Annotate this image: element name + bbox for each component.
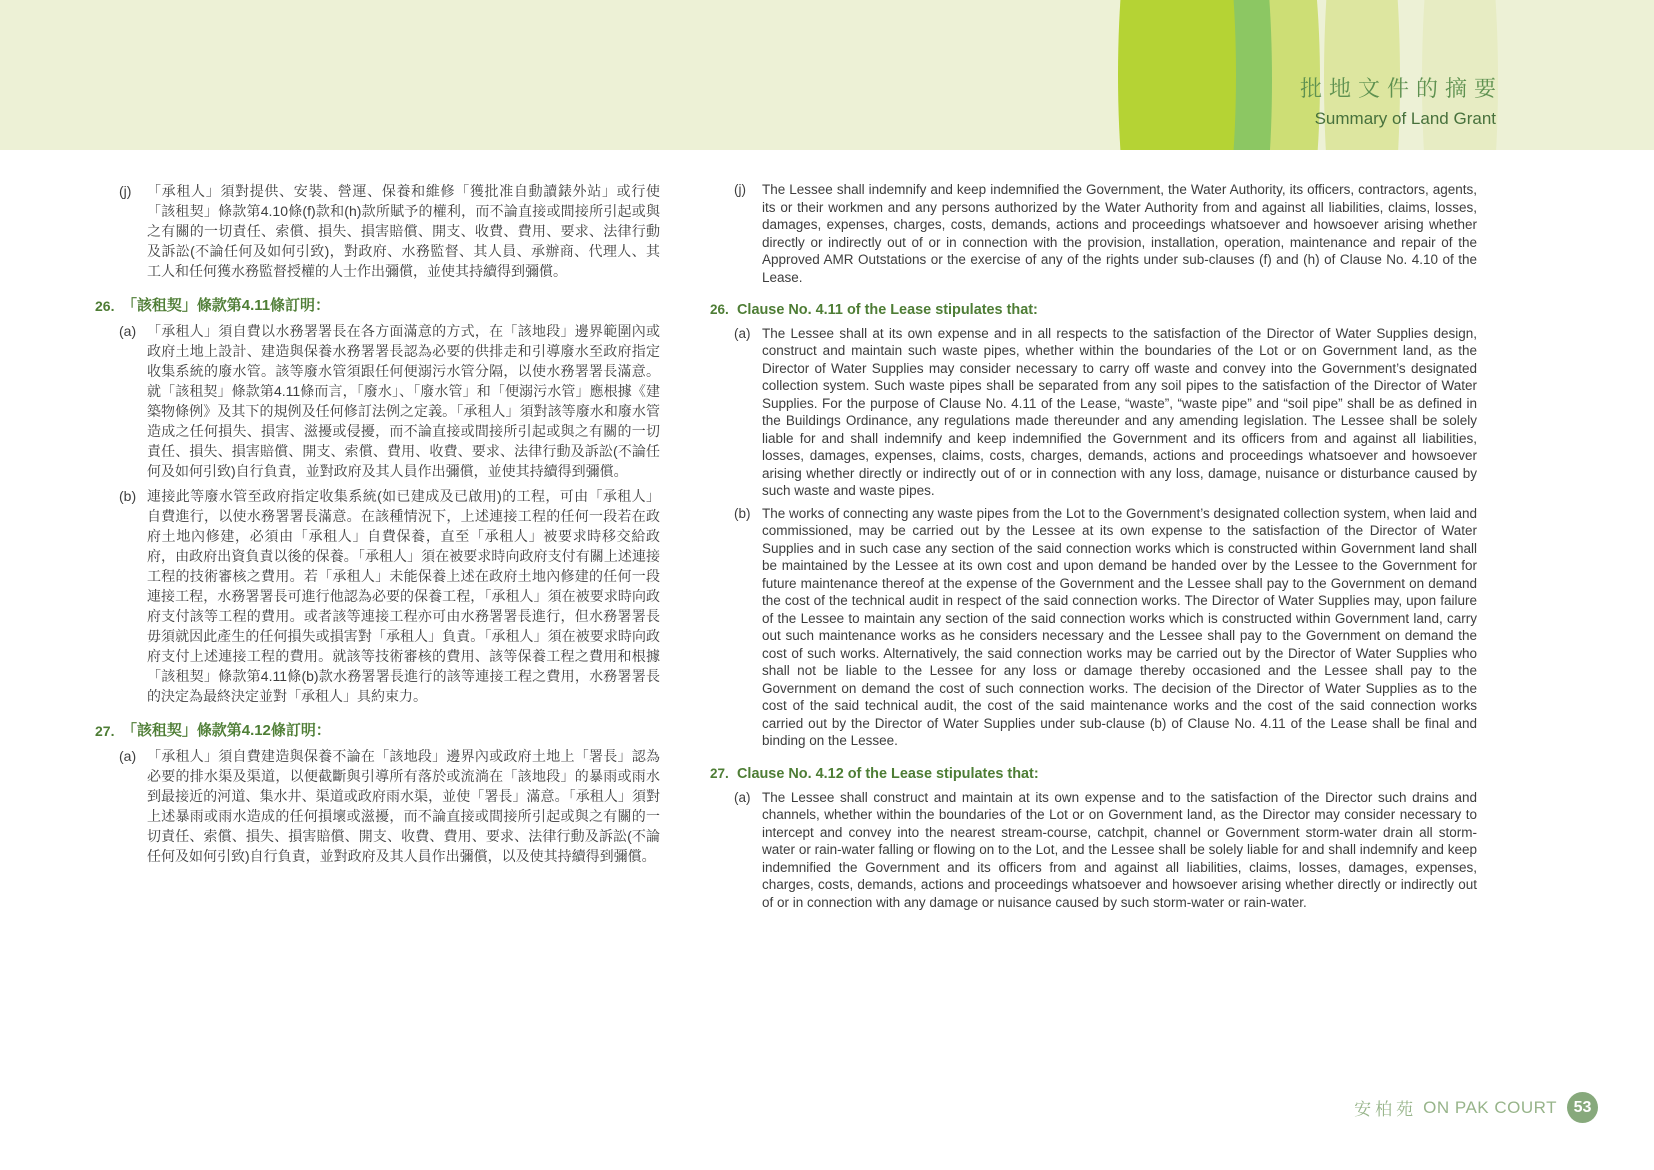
section-26-en — [710, 301, 1477, 750]
section-27-zh — [95, 721, 660, 866]
item-label: (a) — [734, 325, 751, 341]
english-column — [710, 181, 1477, 911]
item-text: The Lessee shall at its own expense and in all respects to the satisfaction of the Director of Water Supplies design, construct and maintain such waste pipes, whether within the boundaries of the Lot or on Government land, as the Director of Water Supplies may consider necessary to carry off waste and convey into the Government’s designated collection system. Such waste pipes shall be separated from any soil pipes to the satisfaction of the Director of Water Supplies. For the purpose of Clause No. 4.11 of the Lease, “waste”, “waste pipe” and “soil pipe” shall be as defined in the Buildings Ordinance, any regulations made thereunder and any amending legislation. The Lessee shall be solely liable for and shall indemnify and keep indemnified the Government and its officers from and against all liabilities, losses, damages, expenses, claims, costs, charges, demands, actions and proceedings whatsoever and howsoever arising whether directly or indirectly out of or in connection with any loss, damage, nuisance or disturbance caused by such waste and waste pipes. — [762, 325, 1477, 499]
item-label: (b) — [734, 505, 751, 521]
section-27-en — [710, 765, 1477, 911]
clause-item-a-en — [710, 789, 1477, 912]
page-title-english: Summary of Land Grant — [1314, 109, 1496, 128]
section-title: 「該租契」條款第4.11條訂明： — [122, 297, 330, 314]
item-text: 「承租人」須對提供、安裝、營運、保養和維修「獲批准自動讀錶外站」或行使「該租契」條款第4.10條(f)款和(h)款所賦予的權利，而不論直接或間接所引起或與之有關的一切責任、索償、損失、損害賠償、開支、收費、費用、要求、法律行動及訴訟(不論任何及如何引致)，對政府、水務監督、其人員、承辦商、代理人、其工人和任何獲水務監督授權的人士作出彌償，並使其持續得到彌償。 — [147, 183, 660, 279]
section-number: 26. — [95, 298, 115, 314]
item-text: 「承租人」須自費以水務署署長在各方面滿意的方式，在「該地段」邊界範圍內或政府土地上設計、建造與保養水務署署長認為必要的供排走和引導廢水至政府指定收集系統的廢水管。該等廢水管須跟任何便溺污水管分隔，以使水務署署長滿意。就「該租契」條款第4.11條而言，「廢水」、「廢水管」和「便溺污水管」應根據《建築物條例》及其下的規例及任何修訂法例之定義。「承租人」須對該等廢水和廢水管造成之任何損失、損害、滋擾或侵擾，而不論直接或間接所引起或與之有關的一切責任、損失、損害賠償、開支、索償、費用、收費、要求、法律行動及訴訟(不論任何及如何引致)自行負責，並對政府及其人員作出彌償，並使其持續得到彌償。 — [147, 323, 660, 479]
item-text: 「承租人」須自費建造與保養不論在「該地段」邊界內或政府土地上「署長」認為必要的排水渠及渠道，以便截斷與引導所有落於或流淌在「該地段」的暴雨或雨水到最接近的河道、集水井、渠道或政府雨水渠，並使「署長」滿意。「承租人」須對上述暴雨或雨水造成的任何損壞或滋擾，而不論直接或間接所引起或與之有關的一切責任、索償、損失、損害賠償、開支、收費、費用、要求、法律行動及訴訟(不論任何及如何引致)自行負責，並對政府及其人員作出彌償，以及使其持續得到彌償。 — [147, 748, 660, 864]
item-label: (b) — [119, 488, 137, 504]
section-number: 27. — [710, 765, 729, 781]
page-number-badge: 53 — [1567, 1092, 1598, 1123]
section-number: 27. — [95, 723, 115, 739]
page-footer — [1354, 1092, 1598, 1123]
item-label: (a) — [734, 789, 751, 805]
item-text: The Lessee shall construct and maintain at its own expense and to the satisfaction of the Director such drains and channels, whether within the boundaries of the Lot or on Government land, as the Director may consider necessary to intercept and convey into the nearest stream-course, catchpit, channel or Government storm-water drain all storm-water or rain-water falling or flowing on to the Lot, and the Lessee shall be solely liable for and shall indemnify and keep indemnified the Government and its officers from and against all liabilities, claims, losses, damages, expenses, charges, costs, demands, actions and proceedings whatsoever and howsoever arising whether directly or indirectly out of or in connection with any damage or nuisance caused by such storm-water or rain-water. — [762, 789, 1477, 910]
clause-item-j-zh — [95, 181, 660, 281]
chinese-column — [95, 181, 660, 866]
clause-item-a-en — [710, 325, 1477, 500]
page-title — [1299, 72, 1503, 129]
section-26-zh — [95, 296, 660, 706]
section-heading — [710, 301, 1477, 320]
item-text: 連接此等廢水管至政府指定收集系統(如已建成及已啟用)的工程，可由「承租人」自費進行，以使水務署署長滿意。在該種情況下，上述連接工程的任何一段若在政府土地內修建，必須由「承租人」自費保養，直至「承租人」被要求時移交給政府，由政府出資負責以後的保養。「承租人」須在被要求時向政府支付有關上述連接工程的技術審核之費用。若「承租人」未能保養上述在政府土地內修建的任何一段連接工程，水務署署長可進行他認為必要的保養工程，「承租人」須在被要求時向政府支付該等工程的費用。或者該等連接工程亦可由水務署署長進行，但水務署署長毋須就因此產生的任何損失或損害對「承租人」負責。「承租人」須在被要求時向政府支付上述連接工程的費用。就該等技術審核的費用、該等保養工程之費用和根據「該租契」條款第4.11條(b)款水務署署長進行的該等連接工程之費用，水務署署長的決定為最終決定並對「承租人」具約束力。 — [147, 488, 660, 704]
section-heading — [710, 765, 1477, 784]
section-heading — [95, 721, 660, 741]
page-title-chinese: 批地文件的摘要 — [1299, 76, 1503, 101]
estate-name-english: ON PAK COURT — [1423, 1097, 1557, 1117]
clause-item-b-en — [710, 505, 1477, 750]
clause-item-a-zh — [95, 321, 660, 481]
page-banner — [0, 0, 1654, 150]
clause-item-a-zh — [95, 746, 660, 866]
item-label: (a) — [119, 748, 137, 764]
section-title: Clause No. 4.11 of the Lease stipulates that: — [737, 302, 1038, 318]
item-label: (a) — [119, 323, 137, 339]
item-text: The Lessee shall indemnify and keep indemnified the Government, the Water Authority, its officers, contractors, agents, its or their workmen and any persons authorized by the Water Authority from and against all liabilities, claims, losses, damages, expenses, charges, costs, demands, actions and proceedings whatsoever and howsoever arising whether directly or indirectly out of or in connection with the provision, installation, operation, maintenance and repair of the Approved AMR Outstations or the exercise of any of the rights under sub-clauses (f) and (h) of Clause No. 4.10 of the Lease. — [762, 182, 1477, 285]
section-title: 「該租契」條款第4.12條訂明： — [122, 722, 331, 739]
leaf-decoration-icon — [1118, 0, 1236, 150]
section-number: 26. — [710, 302, 729, 317]
item-label: (j) — [734, 182, 746, 197]
estate-name-chinese: 安柏苑 — [1354, 1100, 1418, 1119]
clause-item-j-en — [710, 181, 1477, 286]
clause-item-b-zh — [95, 486, 660, 706]
item-label: (j) — [119, 183, 132, 199]
section-heading — [95, 296, 660, 316]
section-title: Clause No. 4.12 of the Lease stipulates that: — [737, 765, 1039, 782]
item-text: The works of connecting any waste pipes from the Lot to the Government’s designated collection system, when laid and commissioned, may be carried out by the Lessee at its own expense to the satisfaction of the Director of Water Supplies and in such case any section of the said connection works which is constructed within Government land shall be maintained by the Lessee at its own cost and upon demand be handed over by the Lessee to the Government for future maintenance thereof at the expense of the Government and the Lessee shall pay to the Government on demand the cost of the technical audit in respect of the said connection works. The Director of Water Supplies may, upon failure of the Lessee to maintain any section of the said connection works which is constructed within Government land, carry out such maintenance works as he considers necessary and the Lessee shall pay to the Government on demand the cost of such works. Alternatively, the said connection works may be carried out by the Director of Water Supplies who shall not be liable to the Lessee for any loss or damage thereby occasioned and the Lessee shall pay to the Government on demand the cost of such connection works. The decision of the Director of Water Supplies as to the cost of the said technical audit, the cost of the said maintenance works and the cost of the said connection works carried out by the Director of Water Supplies under sub-clause (b) of Clause No. 4.11 of the Lease shall be final and binding on the Lessee. — [762, 505, 1477, 749]
